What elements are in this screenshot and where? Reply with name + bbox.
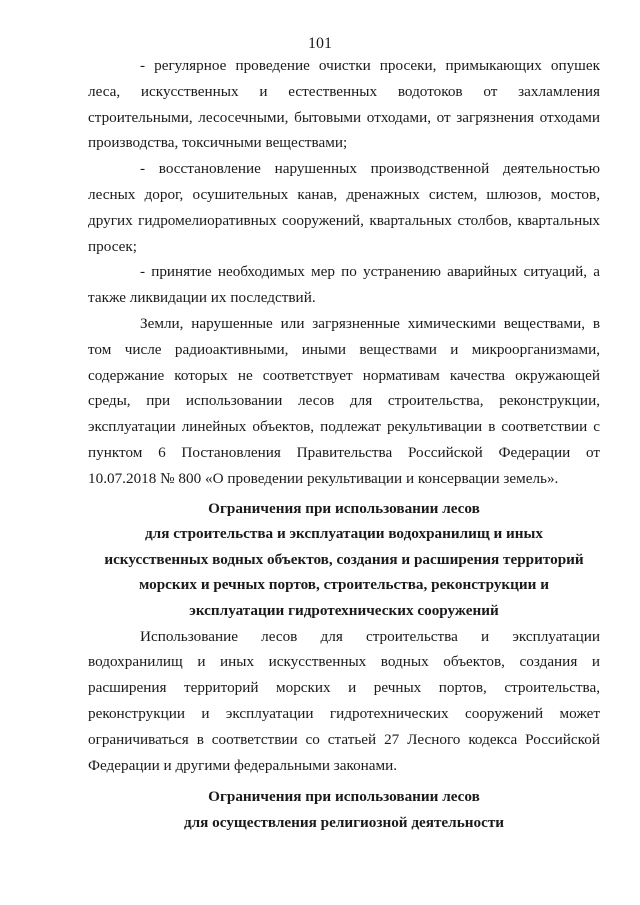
paragraph-emergency-measures: - принятие необходимых мер по устранению аварийных ситуаций, а также ликвидации их последствий. xyxy=(88,263,600,307)
paragraph-reservoir-usage: Использование лесов для строительства и эксплуатации водохранилищ и иных искусственных водных объектов, создания и расширения территорий морских и речных портов, строительства, реконструкции и эксплуатации гидротехнических сооружений может ограничиваться в соответствии со статьей 27 Лесного кодекса Российской Федерации и другими федеральными законами. xyxy=(88,627,600,774)
heading-line: эксплуатации гидротехнических сооружений xyxy=(189,601,499,619)
heading-line: Ограничения при использовании лесов xyxy=(208,788,480,806)
page-body xyxy=(88,53,600,835)
section-heading-reservoirs xyxy=(88,496,600,624)
paragraph-forest-cleaning: - регулярное проведение очистки просеки, примыкающих опушек леса, искусственных и естественных водотоков от захламления строительными, лесосечными, бытовыми отходами, от загрязнения отходами производства, токсичными веществами; xyxy=(88,57,600,152)
heading-line: Ограничения при использовании лесов xyxy=(208,499,480,517)
heading-line: для осуществления религиозной деятельности xyxy=(183,813,505,831)
page-number: 101 xyxy=(308,35,332,52)
heading-line: искусственных водных объектов, создания и расширения территорий xyxy=(104,550,584,568)
section-heading-religious xyxy=(88,784,600,835)
paragraph-restoration: - восстановление нарушенных производственной деятельностью лесных дорог, осушительных канав, дренажных систем, шлюзов, мостов, других гидромелиоративных сооружений, квартальных столбов, квартальных просек; xyxy=(88,160,600,255)
heading-line: для строительства и эксплуатации водохранилищ и иных xyxy=(145,525,543,543)
heading-line: морских и речных портов, строительства, реконструкции и xyxy=(139,576,549,594)
paragraph-land-reclamation: Земли, нарушенные или загрязненные химическими веществами, в том числе радиоактивными, иными веществами и микроорганизмами, содержание которых не соответствует нормативам качества окружающей среды, при использовании лесов для строительства, реконструкции, эксплуатации линейных объектов, подлежат рекультивации в соответствии с пунктом 6 Постановления Правительства Российской Федерации от 10.07.2018 № 800 «О проведении рекультивации и консервации земель». xyxy=(88,314,600,487)
